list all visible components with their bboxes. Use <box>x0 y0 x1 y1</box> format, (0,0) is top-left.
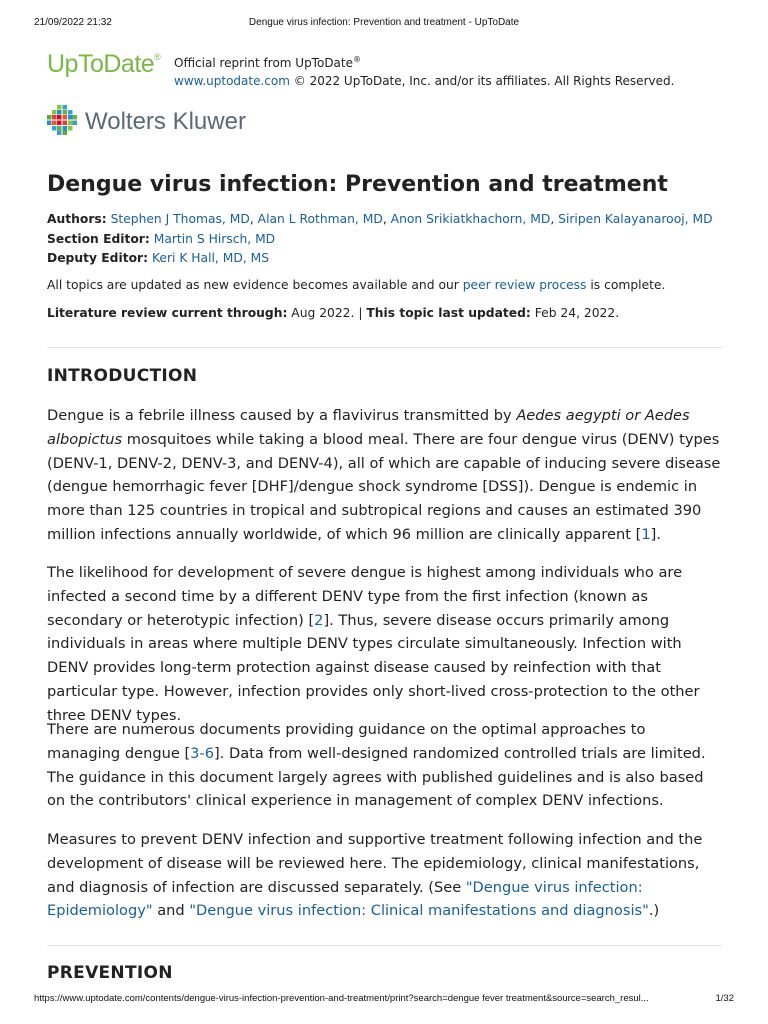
last-updated-value: Feb 24, 2022. <box>530 306 620 320</box>
review-dates <box>47 306 619 320</box>
reprint-line: Official reprint from UpToDate <box>174 56 353 70</box>
epidemiology-topic-link[interactable]: "Dengue virus infection: Epidemiology" <box>47 878 643 920</box>
authors-line: Authors: Stephen J Thomas, MD, Alan L Rothman, MD, Anon Srikiatkhachorn, MD, Siripen Kalayanarooj, MD <box>47 212 713 226</box>
print-header <box>0 17 768 31</box>
clinical-manifestations-topic-link[interactable]: "Dengue virus infection: Clinical manifestations and diagnosis" <box>189 902 649 920</box>
wolters-kluwer-logo <box>47 105 267 137</box>
section-editor-line <box>47 232 275 246</box>
print-title: Dengue virus infection: Prevention and treatment - UpToDate <box>248 17 520 28</box>
last-updated-label: This topic last updated: <box>366 306 531 320</box>
intro-paragraph-1: Dengue is a febrile illness caused by a flavivirus transmitted by Aedes aegypti or Aedes albopictus mosquitoes while taking a blood meal. There are four dengue virus (DENV) types (DENV-1, DENV-2, DENV-3, and DENV-4), all of which are capable of inducing severe disease (dengue hemorrhagic fever [DHF]/dengue shock syndrome [DSS]). Dengue is endemic in more than 125 countries in tropical and subtropical regions and causes an estimated 390 million infections annually worldwide, of which 96 million are clinically apparent [1]. <box>47 407 721 543</box>
copyright-text: © 2022 UpToDate, Inc. and/or its affiliates. All Rights Reserved. <box>289 74 675 88</box>
divider <box>47 945 722 946</box>
lit-review-value: Aug 2022. | <box>287 306 367 320</box>
deputy-editor-line <box>47 251 269 265</box>
update-note: All topics are updated as new evidence becomes available and our peer review process is complete. <box>47 278 666 292</box>
author-link[interactable]: Alan L Rothman, MD <box>257 212 383 226</box>
uptodate-logo: UpToDate® <box>47 50 161 78</box>
intro-paragraph-3: There are numerous documents providing guidance on the optimal approaches to managing dengue [3-6]. Data from well-designed randomized controlled trials are limited. The guidance in this document largely agrees with published guidelines and is also based on the contributors' clinical experience in management of complex DENV infections. <box>47 721 706 810</box>
peer-review-link[interactable]: peer review process <box>462 278 587 292</box>
print-date: 21/09/2022 21:32 <box>34 17 112 28</box>
reference-link[interactable]: 1 <box>641 525 651 543</box>
author-link[interactable]: Anon Srikiatkhachorn, MD <box>390 212 551 226</box>
print-url: https://www.uptodate.com/contents/dengue-virus-infection-prevention-and-treatment/print?search=dengue fever treatment&source=search_resul... <box>34 993 649 1004</box>
intro-paragraph-2: The likelihood for development of severe dengue is highest among individuals who are infected a second time by a different DENV type from the first infection (known as secondary or heterotypic infection) [2]. Thus, severe disease occurs primarily among individuals in areas where multiple DENV types circulate simultaneously. Infection with DENV provides long-term protection against disease caused by reinfection with that particular type. However, infection provides only short-lived cross-protection to the other three DENV types. <box>47 564 700 724</box>
print-footer <box>0 993 768 1007</box>
wolters-kluwer-wordmark: Wolters Kluwer <box>85 108 246 135</box>
deputy-editor-label: Deputy Editor: <box>47 251 149 265</box>
introduction-heading: INTRODUCTION <box>47 366 198 386</box>
author-link[interactable]: Siripen Kalayanarooj, MD <box>558 212 713 226</box>
section-editor-label: Section Editor: <box>47 232 150 246</box>
divider <box>47 347 722 348</box>
lit-review-label: Literature review current through: <box>47 306 288 320</box>
page-number: 1/32 <box>715 993 734 1004</box>
reprint-notice: Official reprint from UpToDate® www.uptodate.com © 2022 UpToDate, Inc. and/or its affiliates. All Rights Reserved. <box>174 55 675 88</box>
deputy-editor-link[interactable]: Keri K Hall, MD, MS <box>151 251 270 265</box>
authors-label: Authors: <box>47 212 107 226</box>
author-link[interactable]: Stephen J Thomas, MD <box>110 212 250 226</box>
intro-paragraph-4: Measures to prevent DENV infection and supportive treatment following infection and the development of disease will be reviewed here. The epidemiology, clinical manifestations, and diagnosis of infection are discussed separately. (See "Dengue virus infection: Epidemiology" and "Dengue virus infection: Clinical manifestations and diagnosis".) <box>47 831 703 920</box>
wolters-kluwer-mark-icon <box>47 105 77 135</box>
section-editor-link[interactable]: Martin S Hirsch, MD <box>153 232 276 246</box>
brand-row <box>47 50 727 90</box>
uptodate-site-link[interactable]: www.uptodate.com <box>174 74 290 88</box>
reference-link[interactable]: 3-6 <box>190 744 214 762</box>
prevention-heading: PREVENTION <box>47 963 173 983</box>
reference-link[interactable]: 2 <box>314 611 324 629</box>
article-title: Dengue virus infection: Prevention and treatment <box>47 172 668 197</box>
